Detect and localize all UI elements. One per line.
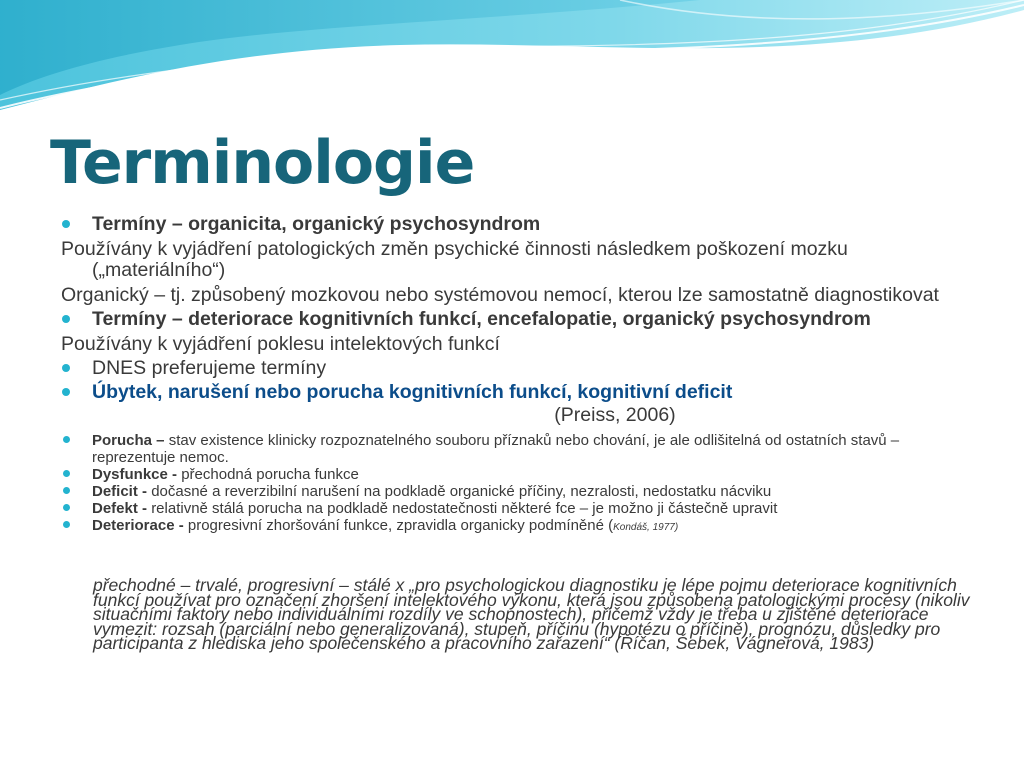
bullet-icon: [63, 487, 70, 494]
citation: (Preiss, 2006): [554, 404, 676, 426]
deteriorace-quote: přechodné – trvalé, progresivní – stálé x „pro psychologickou diagnostiku je lépe pojmu deteriorace kognitivních funkcí používat pro označení zhoršení intelektového výkonu, která jsou způsobena patologickými procesy (nikoliv situačními faktory nebo individuálními rozdíly ve schopnostech), přičemž vždy je třeba u zjištěné deteriorace vymezit: rozsah (parciální nebo generalizovaná), stupeň, příčinu (hypotézu o příčině), prognózu, důsledky pro participanta z hlediska jeho společenského a pracovního zařazení“ (Říčan, Šebek, Vágnerová, 1983): [93, 575, 970, 653]
list-item: [60, 432, 960, 466]
term-definition: relativně stálá porucha na podkladě nedostatečnosti některé fce – je možno ji částečně upravit: [151, 500, 778, 517]
term-label: Deteriorace -: [92, 517, 188, 534]
item-text: Používány k vyjádření poklesu intelektových funkcí: [61, 333, 500, 355]
slide-title: Terminologie: [50, 128, 475, 198]
list-item: [60, 382, 960, 403]
list-item: [60, 214, 960, 235]
list-item: [60, 358, 960, 379]
item-text: DNES preferujeme termíny: [92, 357, 327, 379]
term-label: Deficit -: [92, 483, 152, 500]
bullet-icon: [63, 436, 70, 443]
term-definition: stav existence klinicky rozpoznatelného souboru příznaků nebo chování, je ale odlišitelná od ostatních stavů – reprezentuje nemoc.: [92, 432, 900, 466]
term-definition: dočasné a reverzibilní narušení na podkladě organické příčiny, nezralosti, nedostatku nácviku: [151, 483, 772, 500]
bullet-icon: [62, 364, 70, 372]
item-heading: Termíny – organicita, organický psychosyndrom: [92, 213, 541, 235]
slide-content: [60, 214, 960, 536]
item-text: Používány k vyjádření patologických změn psychické činnosti následkem poškození mozku („materiálního“): [61, 238, 848, 281]
bullet-icon: [63, 521, 70, 528]
term-definition: progresivní zhoršování funkce, zpravidla organicky podmíněné (: [187, 517, 614, 534]
bullet-icon: [63, 504, 70, 511]
list-item: [60, 403, 960, 428]
list-item: [60, 466, 960, 483]
list-item: [60, 517, 960, 536]
bullet-icon: [63, 470, 70, 477]
list-item: [60, 334, 960, 355]
header-wave-decoration: [0, 0, 1024, 120]
list-item: [60, 309, 960, 330]
list-item: [60, 483, 960, 500]
list-item: [60, 500, 960, 517]
list-item: [60, 285, 960, 306]
item-highlight: Úbytek, narušení nebo porucha kognitivních funkcí, kognitivní deficit: [92, 381, 733, 403]
item-text: Organický – tj. způsobený mozkovou nebo systémovou nemocí, kterou lze samostatně diagnostikovat: [61, 284, 939, 306]
bullet-icon: [62, 388, 70, 396]
term-label: Dysfunkce -: [92, 466, 182, 483]
term-definition: přechodná porucha funkce: [181, 466, 359, 483]
term-citation: Kondáš, 1977): [613, 522, 679, 533]
list-item: [60, 239, 960, 281]
item-heading: Termíny – deteriorace kognitivních funkcí, encefalopatie, organický psychosyndrom: [92, 308, 871, 330]
bullet-icon: [62, 315, 70, 323]
term-label: Porucha –: [92, 432, 169, 449]
bullet-icon: [62, 220, 70, 228]
term-label: Defekt -: [92, 500, 152, 517]
